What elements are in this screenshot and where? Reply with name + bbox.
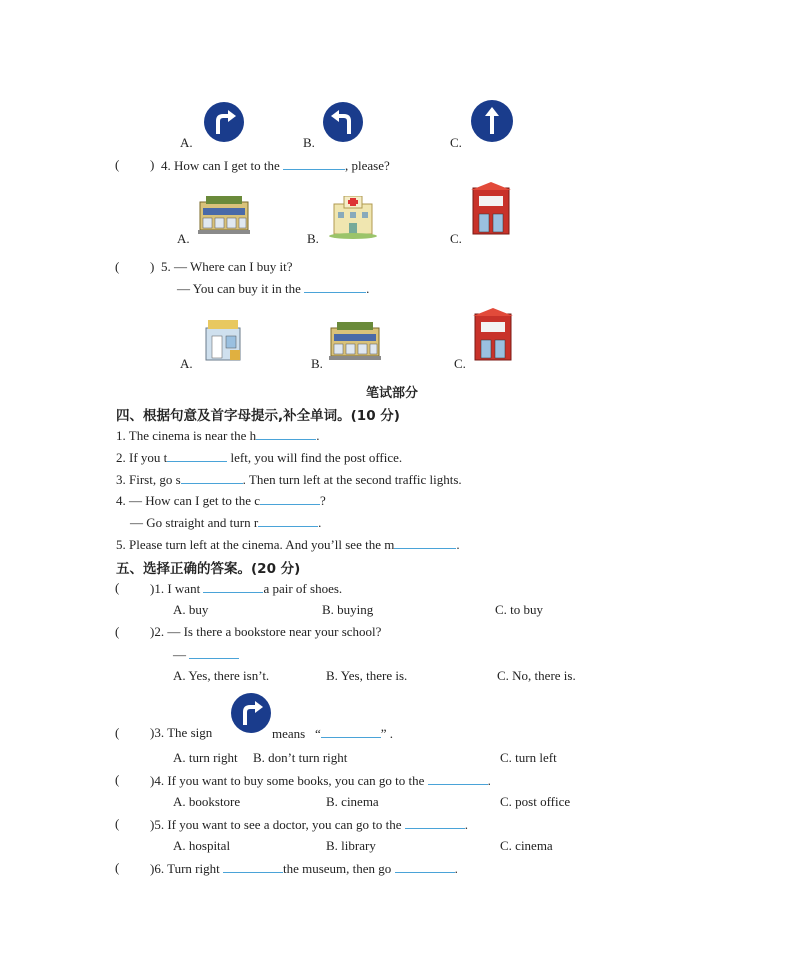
s5-q1-option-c[interactable]: C. to buy <box>495 602 544 617</box>
s4-item-3-end: . Then turn left at the second traffic lights. <box>242 472 462 487</box>
s5-q6-text-middle: the museum, then go <box>282 861 392 876</box>
s5-q5-text: 5. If you want to see a doctor, you can go to the <box>154 817 402 832</box>
s4-item-5-blank[interactable] <box>394 536 456 549</box>
s5-q4-paren-close: ) <box>150 773 155 788</box>
s5-q3-paren-close: ) <box>150 725 155 740</box>
s4-item-3 <box>116 471 462 488</box>
s5-q1-text-after: a pair of shoes. <box>263 581 343 596</box>
s5-q4-paren-open: ( <box>115 772 120 787</box>
q5-option-c-label: C. <box>454 356 466 371</box>
q5-line2 <box>177 280 369 297</box>
s4-item-4 <box>116 492 326 509</box>
s5-q3-question <box>150 725 212 741</box>
q3-option-c-label: C. <box>450 135 462 150</box>
s4-item-1-text: 1. The cinema is near the h <box>116 428 257 443</box>
s5-q5-option-a[interactable]: A. hospital <box>173 838 231 853</box>
section5-title: 五、选择正确的答案。(20 分) <box>116 561 301 577</box>
s4-item-4-blank[interactable] <box>260 492 320 505</box>
s5-q2-text: 2. — Is there a bookstore near your school? <box>154 624 382 639</box>
s5-q4-text: 4. If you want to buy some books, you can go to the <box>154 773 425 788</box>
s5-q3-text: 3. The sign <box>154 725 213 740</box>
q3-option-b-label: B. <box>303 135 315 150</box>
s5-q5-option-b[interactable]: B. library <box>326 838 376 853</box>
s5-q3-quote-close: ” <box>380 726 387 741</box>
q4-text-before: 4. How can I get to the <box>161 158 280 173</box>
post-office-icon <box>473 308 513 362</box>
s5-q3-means: means <box>272 726 306 741</box>
s5-q6-question <box>150 860 458 877</box>
s5-q5-text-after: . <box>464 817 468 832</box>
q4-option-b-label: B. <box>307 231 319 246</box>
s4-item-1 <box>116 427 319 444</box>
s5-q6-blank-2[interactable] <box>395 860 455 873</box>
q5-line1: 5. — Where can I buy it? <box>161 259 293 274</box>
s5-q1-paren-open: ( <box>115 580 120 595</box>
s5-q1-question <box>150 580 342 597</box>
s5-q5-paren-open: ( <box>115 816 120 831</box>
s5-q1-blank[interactable] <box>203 580 263 593</box>
s5-q2-paren-close: ) <box>150 624 155 639</box>
q4-paren-close: ) <box>150 157 155 172</box>
s5-q2-blank[interactable] <box>189 646 239 659</box>
s5-q1-option-b[interactable]: B. buying <box>322 602 374 617</box>
s5-q6-text: 6. Turn right <box>154 861 220 876</box>
supermarket-icon <box>202 318 244 362</box>
s4-item-3-blank[interactable] <box>181 471 243 484</box>
q5-paren-open: ( <box>115 259 120 274</box>
s5-q3-option-a[interactable]: A. turn right <box>173 750 238 765</box>
s5-q3-paren-open: ( <box>115 725 120 740</box>
s5-q4-option-c[interactable]: C. post office <box>500 794 571 809</box>
section4-title: 四、根据句意及首字母提示,补全单词。(10 分) <box>116 408 400 424</box>
q4-option-a-label: A. <box>177 231 190 246</box>
q5-answer-blank[interactable] <box>304 280 366 293</box>
s5-q1-option-a[interactable]: A. buy <box>173 602 209 617</box>
s5-q3-period: . <box>389 726 394 741</box>
s5-q2-option-b[interactable]: B. Yes, there is. <box>326 668 408 683</box>
s5-q5-question <box>150 816 468 833</box>
s4-item-4b-end: . <box>318 515 322 530</box>
s4-item-2-blank[interactable] <box>167 449 227 462</box>
s5-q3-option-c[interactable]: C. turn left <box>500 750 557 765</box>
post-office-icon <box>471 182 511 236</box>
s5-q1-paren-close: ) <box>150 581 155 596</box>
s5-q4-option-b[interactable]: B. cinema <box>326 794 379 809</box>
s4-item-4b <box>130 514 321 531</box>
q4-option-c-label: C. <box>450 231 462 246</box>
q5-option-a-label: A. <box>180 356 193 371</box>
s5-q4-question <box>150 772 491 789</box>
q4-question <box>161 157 390 174</box>
turn-right-sign-icon <box>203 101 245 143</box>
go-straight-sign-icon <box>470 99 514 143</box>
s4-item-4b-blank[interactable] <box>258 514 318 527</box>
s4-item-5 <box>116 536 460 553</box>
q4-paren-open: ( <box>115 157 120 172</box>
s5-q6-text-after: . <box>454 861 458 876</box>
s5-q4-text-after: . <box>487 773 491 788</box>
s5-q5-paren-close: ) <box>150 817 155 832</box>
s4-item-5-end: . <box>456 537 460 552</box>
bookstore-icon <box>198 196 250 236</box>
q5-option-b-label: B. <box>311 356 323 371</box>
q4-answer-blank[interactable] <box>283 157 345 170</box>
s5-q6-blank-1[interactable] <box>223 860 283 873</box>
s5-q2-dash: — <box>173 647 186 662</box>
s4-item-1-end: . <box>316 428 320 443</box>
q5-line2-before: — You can buy it in the <box>177 281 301 296</box>
q5-line2-after: . <box>366 281 370 296</box>
s4-item-4b-text: — Go straight and turn r <box>130 515 259 530</box>
s5-q1-text: 1. I want <box>154 581 201 596</box>
q5-paren-close: ) <box>150 259 155 274</box>
s4-item-5-text: 5. Please turn left at the cinema. And you’ll see the m <box>116 537 395 552</box>
s5-q2-question <box>150 624 381 640</box>
s5-q3-quote-open: “ <box>314 726 321 741</box>
s5-q6-paren-open: ( <box>115 860 120 875</box>
s5-q3-option-b[interactable]: B. don’t turn right <box>253 750 348 765</box>
turn-right-sign-icon <box>230 692 272 734</box>
s5-q2-paren-open: ( <box>115 624 120 639</box>
s4-item-2 <box>116 449 402 466</box>
hospital-icon <box>328 196 378 240</box>
s5-q3-blank[interactable] <box>321 725 381 738</box>
bookstore-icon <box>329 322 381 362</box>
s4-item-4-end: ? <box>320 493 326 508</box>
s5-q2-option-c[interactable]: C. No, there is. <box>497 668 576 683</box>
s5-q5-option-c[interactable]: C. cinema <box>500 838 553 853</box>
s4-item-2-end: left, you will find the post office. <box>230 450 403 465</box>
written-section-title: 笔试部分 <box>366 386 419 401</box>
s5-q2-option-a[interactable]: A. Yes, there isn’t. <box>173 668 270 683</box>
s5-q3-means-line <box>272 725 393 742</box>
q4-text-after: , please? <box>345 158 390 173</box>
s5-q2-answer-line <box>173 646 239 663</box>
s5-q4-option-a[interactable]: A. bookstore <box>173 794 241 809</box>
s5-q6-paren-close: ) <box>150 861 155 876</box>
s4-item-1-blank[interactable] <box>256 427 316 440</box>
s5-q5-blank[interactable] <box>405 816 465 829</box>
s4-item-3-text: 3. First, go s <box>116 472 181 487</box>
turn-left-sign-icon <box>322 101 364 143</box>
s4-item-2-text: 2. If you t <box>116 450 168 465</box>
s5-q4-blank[interactable] <box>428 772 488 785</box>
q3-option-a-label: A. <box>180 135 193 150</box>
s4-item-4-text: 4. — How can I get to the c <box>116 493 261 508</box>
